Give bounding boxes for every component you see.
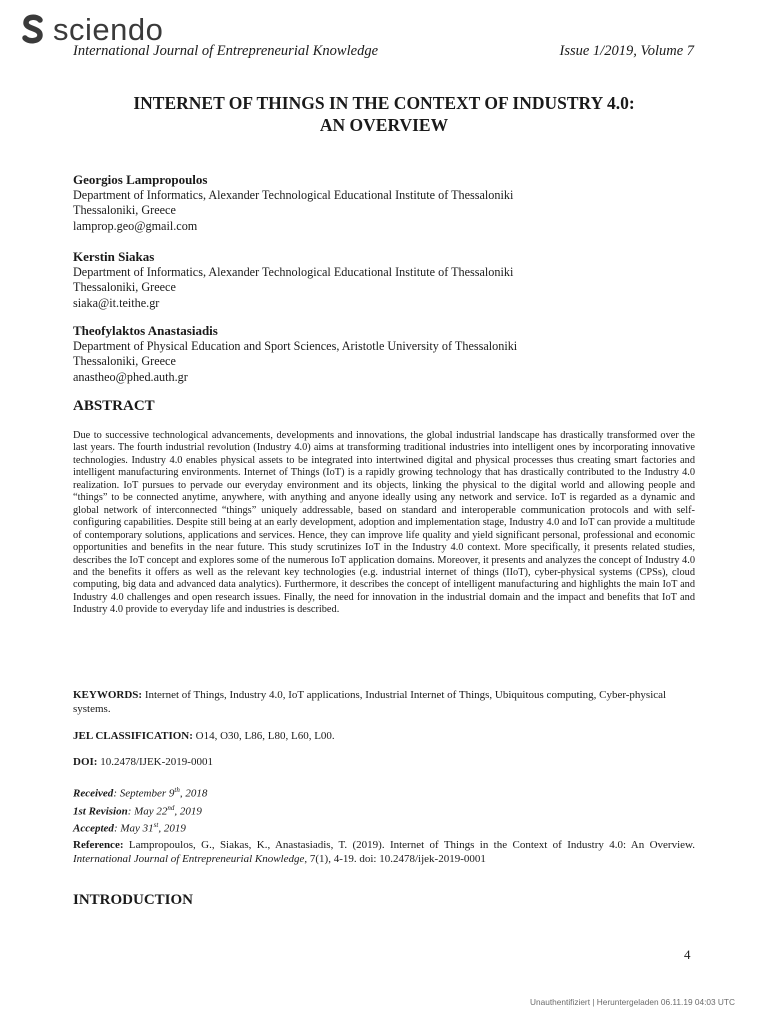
abstract-text: Due to successive technological advancements, developments and innovations, the global industrial landscape has drastically transformed over the last years. The fourth industrial revolution (Industry 4.0) aims at transforming traditional industries into intelligent ones by incorporating innovative technologies. Industry 4.0 enables physical assets to be integrated into intertwined digital and physical processes thus creating smart factories and intelligent manufacturing environments. Internet of Things (IoT) is a rapidly growing technology that has drastically contributed to the Industry 4.0 realization. IoT pursues to pervade our everyday environment and its objects, linking the physical to the digital world and allowing people and “things” to be connected anytime, anywhere, with anything and anyone ideally using any network and service. IoT is regarded as a dynamic and global network of interconnected “things” uniquely addressable, based on standard and interoperable communication protocols and with self-configuring capabilities. Despite still being at an early development, adoption and implementation stage, Industry 4.0 and IoT can provide a multitude of contemporary solutions, applications and services. Hence, they can improve life quality and yield significant personal, professional and economic opportunities and benefits in the near future. This study scrutinizes IoT in the Industry 4.0 context. More specifically, it presents related studies, describes the IoT concept and explores some of the numerous IoT application domains. Moreover, it presents and analyzes the concept of Industry 4.0 and the benefits it offers as well as the relevant key technologies (e.g. industrial internet of things (IIoT), cyber-physical systems (CPSs), cloud computing, big data and advanced data analytics). Furthermore, it describes the concept of intelligent manufacturing and highlights the main IoT and Industry 4.0 challenges and open research issues. Finally, the need for innovation in the industrial domain and the impact and benefits that IoT and Industry 4.0 provide to everyday life and industries is described. <box>73 430 695 616</box>
author-name: Kerstin Siakas <box>73 249 155 264</box>
reference-text: Lampropoulos, G., Siakas, K., Anastasiadis, T. (2019). Internet of Things in the Context of Industry 4.0: An Overview. <box>128 839 696 851</box>
received-label: Received <box>73 787 114 800</box>
author-affiliation: Department of Informatics, Alexander Technological Educational Institute of Thessaloniki <box>73 188 514 202</box>
author-block <box>73 172 695 234</box>
revision-label: 1st Revision <box>73 805 128 818</box>
author-name: Theofylaktos Anastasiadis <box>73 323 218 338</box>
issue-info: Issue 1/2019, Volume 7 <box>559 43 694 59</box>
jel-text: O14, O30, L86, L80, L60, L00. <box>195 730 335 742</box>
revision-sup: nd <box>167 803 175 812</box>
sciendo-logo-icon <box>20 13 46 45</box>
author-block <box>73 323 695 385</box>
accepted-year: , 2019 <box>158 822 186 835</box>
revision-year: , 2019 <box>174 805 202 818</box>
download-footer: Unauthentifiziert | Heruntergeladen 06.11.19 04:03 UTC <box>530 997 735 1007</box>
accepted-date <box>73 818 695 836</box>
title-line: INTERNET OF THINGS IN THE CONTEXT OF INDUSTRY 4.0: <box>133 93 635 113</box>
title-line: AN OVERVIEW <box>319 115 449 135</box>
author-location: Thessaloniki, Greece <box>73 354 176 369</box>
author-name: Georgios Lampropoulos <box>73 172 208 187</box>
author-affiliation: Department of Informatics, Alexander Technological Educational Institute of Thessaloniki <box>73 265 514 279</box>
citation-reference <box>73 838 695 866</box>
author-affiliation: Department of Physical Education and Sport Sciences, Aristotle University of Thessaloniki <box>73 339 518 353</box>
reference-tail: , 7(1), 4-19. doi: 10.2478/ijek-2019-0001 <box>304 853 486 865</box>
introduction-heading: INTRODUCTION <box>73 892 194 908</box>
author-location: Thessaloniki, Greece <box>73 203 176 218</box>
author-location: Thessaloniki, Greece <box>73 280 176 295</box>
accepted-sup: st <box>153 821 159 830</box>
doi <box>73 755 695 769</box>
doi-text[interactable]: 10.2478/IJEK-2019-0001 <box>100 756 213 768</box>
keywords-text: Internet of Things, Industry 4.0, IoT applications, Industrial Internet of Things, Ubiquitous computing, Cyber-physical systems. <box>73 689 667 715</box>
reference-journal: International Journal of Entrepreneurial Knowledge <box>73 853 305 865</box>
page-number: 4 <box>684 947 691 962</box>
revision-value: : May 22 <box>127 805 168 818</box>
author-block <box>73 249 695 311</box>
received-value: : September 9 <box>113 787 175 800</box>
doi-label: DOI: <box>73 756 98 768</box>
keywords-label: KEYWORDS: <box>73 689 143 701</box>
accepted-value: : May 31 <box>113 822 154 835</box>
received-sup: th <box>174 786 180 794</box>
revision-date <box>73 801 695 819</box>
author-email[interactable]: lamprop.geo@gmail.com <box>73 218 198 233</box>
jel-classification <box>73 729 695 743</box>
reference-label: Reference: <box>73 839 124 851</box>
paper-title <box>60 92 708 136</box>
author-email[interactable]: anastheo@phed.auth.gr <box>73 369 188 384</box>
keywords <box>73 688 695 716</box>
received-date <box>73 783 695 801</box>
received-year: , 2018 <box>179 787 208 800</box>
accepted-label: Accepted <box>73 822 114 835</box>
publisher-logo <box>20 12 163 46</box>
jel-label: JEL CLASSIFICATION: <box>73 730 193 742</box>
author-email[interactable]: siaka@it.teithe.gr <box>73 295 160 310</box>
article-dates <box>73 783 695 836</box>
logo-text: sciendo <box>53 11 164 47</box>
abstract-heading: ABSTRACT <box>73 398 155 414</box>
journal-name: International Journal of Entrepreneurial Knowledge <box>73 43 379 59</box>
